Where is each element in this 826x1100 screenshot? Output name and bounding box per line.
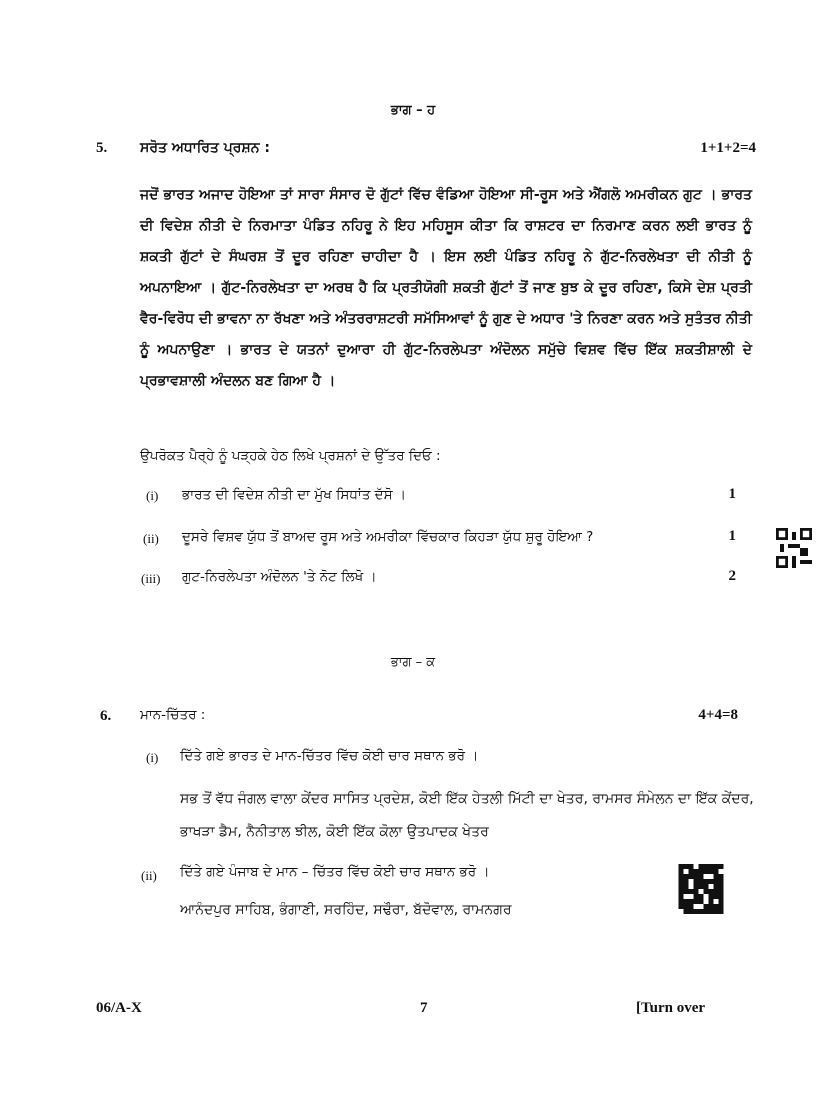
source-passage: ਜਦੋਂ ਭਾਰਤ ਅਜਾਦ ਹੋਇਆ ਤਾਂ ਸਾਰਾ ਸੰਸਾਰ ਦੋ ਗੁੱਟਾਂ ਵਿੱਚ ਵੰਡਿਆ ਹੋਇਆ ਸੀ-ਰੂਸ ਅਤੇ ਐਂਗਲੋ ਅਮਰੀਕਨ ਗੁਟ । ਭਾਰਤ ਦੀ ਵਿਦੇਸ਼ ਨੀਤੀ ਦੇ ਨਿਰਮਾਤਾ ਪੰਡਿਤ ਨਹਿਰੂ ਨੇ ਇਹ ਮਹਿਸੂਸ ਕੀਤਾ ਕਿ ਰਾਸ਼ਟਰ ਦਾ ਨਿਰਮਾਣ ਕਰਨ ਲਈ ਭਾਰਤ ਨੂੰ ਸ਼ਕਤੀ ਗੁੱਟਾਂ ਦੇ ਸੰਘਰਸ਼ ਤੋਂ ਦੂਰ ਰਹਿਣਾ ਚਾਹੀਦਾ ਹੈ । ਇਸ ਲਈ ਪੰਡਿਤ ਨਹਿਰੂ ਨੇ ਗੁੱਟ-ਨਿਰਲੇਖਤਾ ਦੀ ਨੀਤੀ ਨੂੰ ਅਪਨਾਇਆ । ਗੁੱਟ-ਨਿਰਲੇਖਤਾ ਦਾ ਅਰਥ ਹੈ ਕਿ ਪ੍ਰਤੀਯੋਗੀ ਸ਼ਕਤੀ ਗੁੱਟਾਂ ਤੋਂ ਜਾਣ ਬੁਝ ਕੇ ਦੂਰ ਰਹਿਣਾ, ਕਿਸੇ ਦੇਸ਼ ਪ੍ਰਤੀ ਵੈਰ-ਵਿਰੋਧ ਦੀ ਭਾਵਨਾ ਨਾ ਰੱਖਣਾ ਅਤੇ ਅੰਤਰਰਾਸ਼ਟਰੀ ਸਮੱਸਿਆਵਾਂ ਨੂੰ ਗੁਣ ਦੇ ਅਧਾਰ 'ਤੇ ਨਿਰਣਾ ਕਰਨ ਅਤੇ ਸੁਤੰਤਰ ਨੀਤੀ ਨੂੰ ਅਪਨਾਉਣਾ । ਭਾਰਤ ਦੇ ਯਤਨਾਂ ਦੁਆਰਾ ਹੀ ਗੁੱਟ-ਨਿਰਲੇਪਤਾ ਅੰਦੋਲਨ ਸਮੁੱਚੇ ਵਿਸ਼ਵ ਵਿੱਚ ਇੱਕ ਸ਼ਕਤੀਸ਼ਾਲੀ ਦੇ ਪ੍ਰਭਾਵਸ਼ਾਲੀ ਅੰਦਲਨ ਬਣ ਗਿਆ ਹੈ । — [140, 187, 752, 389]
subquestion-text: ਭਾਰਤ ਦੀ ਵਿਦੇਸ਼ ਨੀਤੀ ਦਾ ਮੁੱਖ ਸਿਧਾਂਤ ਦੱਸੋ । — [182, 487, 406, 503]
subquestion-text: ਦਿੱਤੇ ਗਏ ਭਾਰਤ ਦੇ ਮਾਨ-ਚਿੱਤਰ ਵਿੱਚ ਕੋਈ ਚਾਰ ਸਥਾਨ ਭਰੋ । — [180, 748, 479, 764]
turn-over-label: [Turn over — [636, 1000, 706, 1016]
question-6-number: 6. — [100, 708, 112, 724]
subquestion-marks: 1 — [728, 528, 736, 544]
map-items-india: ਸਭ ਤੋਂ ਵੱਧ ਜੰਗਲ ਵਾਲਾ ਕੇਂਦਰ ਸਾਸਿਤ ਪ੍ਰਦੇਸ਼, ਕੋਈ ਇੱਕ ਹੇਤਲੀ ਮਿੱਟੀ ਦਾ ਖੇਤਰ, ਰਾਮਸਰ ਸੰਮੇਲਨ ਦਾ ਇੱਕ ਕੇਂਦਰ, ਭਾਖੜਾ ਡੈਮ, ਨੈਨੀਤਾਲ ਝੀਲ, ਕੋਈ ਇੱਕ ਕੋਲਾ ਉਤਪਾਦਕ ਖੇਤਰ — [180, 791, 754, 840]
question-6-title: ਮਾਨ-ਚਿੱਤਰ : — [140, 707, 206, 723]
subquestion-label: (ii) — [143, 531, 159, 546]
page-number: 7 — [420, 1000, 428, 1016]
question-5-marks: 1+1+2=4 — [700, 140, 756, 156]
subquestion-text: ਦੂਸਰੇ ਵਿਸ਼ਵ ਯੁੱਧ ਤੋਂ ਬਾਅਦ ਰੂਸ ਅਤੇ ਅਮਰੀਕਾ ਵਿੱਚਕਾਰ ਕਿਹੜਾ ਯੁੱਧ ਸ਼ੁਰੂ ਹੋਇਆ ? — [182, 529, 594, 545]
paper-code: 06/A-X — [96, 1000, 142, 1016]
subquestion-marks: 2 — [728, 568, 736, 584]
datamatrix-code-icon — [678, 864, 724, 914]
subquestion-label: (ii) — [141, 868, 157, 883]
question-5-title: ਸਰੋਤ ਅਧਾਰਿਤ ਪ੍ਰਸ਼ਨ : — [140, 140, 270, 156]
instruction: ਉਪਰੋਕਤ ਪੈਰ੍ਹੇ ਨੂੰ ਪੜ੍ਹਕੇ ਹੇਠ ਲਿਖੇ ਪ੍ਰਸ਼ਨਾਂ ਦੇ ਉੱਤਰ ਦਿਓ : — [140, 448, 441, 464]
subquestion-marks: 1 — [728, 486, 736, 502]
question-6-marks: 4+4=8 — [698, 707, 738, 723]
map-items-punjab: ਆਨੰਦਪੁਰ ਸਾਹਿਬ, ਭੰਗਾਣੀ, ਸਰਹਿੰਦ, ਸਢੌਰਾ, ਬੱਦੋਵਾਲ, ਰਾਮਨਗਰ — [180, 902, 512, 918]
question-5-number: 5. — [96, 140, 108, 156]
subquestion-label: (i) — [146, 750, 159, 765]
subquestion-text: ਦਿੱਤੇ ਗਏ ਪੰਜਾਬ ਦੇ ਮਾਨ – ਚਿੱਤਰ ਵਿੱਚ ਕੋਈ ਚਾਰ ਸਥਾਨ ਭਰੋ । — [180, 864, 490, 880]
qr-code-icon — [776, 528, 812, 568]
subquestion-text: ਗੁਟ-ਨਿਰਲੇਪਤਾ ਅੰਦੋਲਨ 'ਤੇ ਨੋਟ ਲਿਖੋ । — [182, 569, 377, 585]
subquestion-label: (i) — [146, 488, 159, 503]
section-heading-part-h: ਭਾਗ – ਹ — [390, 103, 436, 118]
subquestion-label: (iii) — [141, 571, 161, 586]
section-heading-part-k: ਭਾਗ – ਕ — [390, 655, 436, 670]
